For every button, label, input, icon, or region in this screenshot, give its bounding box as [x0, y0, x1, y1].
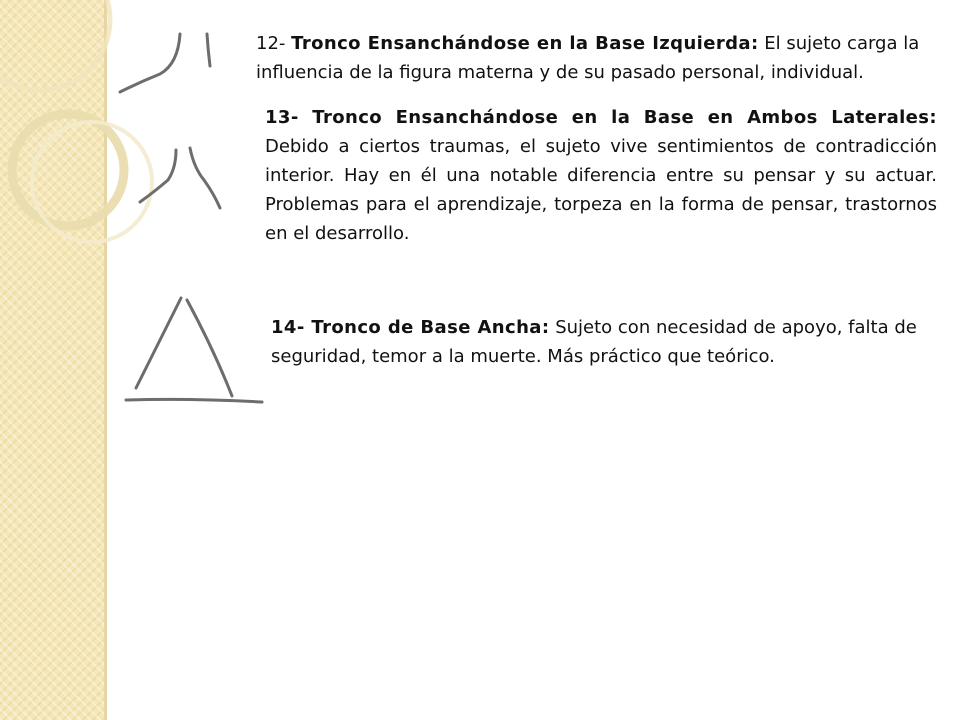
item-13 — [265, 103, 937, 248]
item-heading: Tronco Ensanchándose en la Base en Ambos Laterales: — [312, 107, 937, 128]
item-number: 14- — [271, 317, 305, 338]
item-12 — [256, 29, 956, 87]
item-number: 13- — [265, 107, 299, 128]
item-14 — [271, 313, 937, 371]
item-text: Debido a ciertos traumas, el sujeto vive sentimientos de contradicción interior. Hay en él una notable diferencia entre su pensar y su actuar. Problemas para el aprendizaje, torpeza en la forma de pensar, trastornos en el desarrollo. — [265, 136, 937, 244]
item-number: 12- — [256, 33, 286, 54]
item-text: El sujeto carga la influencia de la figura materna y de su pasado personal, individual. — [256, 33, 920, 83]
item-text: Sujeto con necesidad de apoyo, falta de seguridad, temor a la muerte. Más práctico que teórico. — [271, 317, 917, 367]
trunk-left-base-icon — [120, 34, 210, 92]
trunk-wide-base-icon — [126, 298, 262, 402]
trunk-both-sides-icon — [140, 148, 220, 208]
item-heading: Tronco de Base Ancha: — [311, 317, 550, 338]
item-heading: Tronco Ensanchándose en la Base Izquierda: — [291, 33, 759, 54]
trunk-sketches — [110, 20, 280, 420]
